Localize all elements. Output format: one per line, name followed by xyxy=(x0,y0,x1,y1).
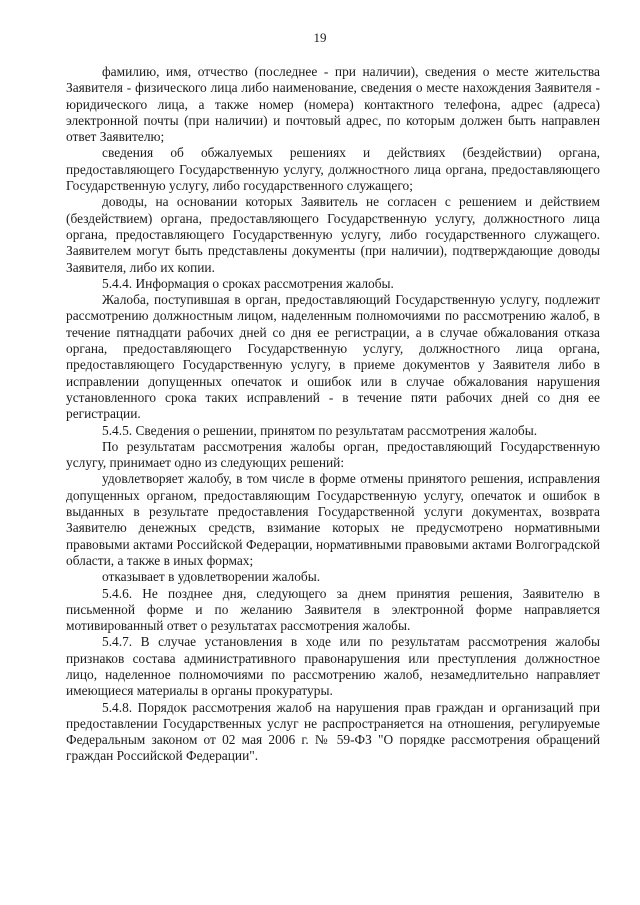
section-5-4-6: 5.4.6. Не позднее дня, следующего за днем принятия решения, Заявителю в письменной форме и по желанию Заявителя в электронной форме направляется мотивированный ответ о результатах рассмотрения жалобы. xyxy=(66,585,600,634)
section-5-4-8: 5.4.8. Порядок рассмотрения жалоб на нарушения прав граждан и организаций при предоставлении Государственных услуг не распространяется на отношения, регулируемые Федеральным законом от 02 мая 2006 г. № 59-ФЗ "О порядке рассмотрения обращений граждан Российской Федерации". xyxy=(66,699,600,764)
paragraph-reject-complaint: отказывает в удовлетворении жалобы. xyxy=(102,569,321,585)
paragraph-applicant-details: фамилию, имя, отчество (последнее - при наличии), сведения о месте жительства Заявителя - физического лица либо наименование, сведения о месте нахождения Заявителя - юридического лица, а также номер (номера) контактного телефона, адрес (адреса) электронной почты (при наличии) и почтовый адрес, по которым должен быть направлен ответ Заявителю; xyxy=(66,64,600,145)
page-number: 19 xyxy=(313,30,327,45)
paragraph-arguments: доводы, на основании которых Заявитель не согласен с решением и действием (бездействием) органа, предоставляющего Государственную услугу, должностного лица органа, предоставляющего Государственную услугу, либо государственного служащего. Заявителем могут быть представлены документы (при наличии), подтверждающие доводы Заявителя, либо их копии. xyxy=(66,194,600,275)
section-heading-5-4-5: 5.4.5. Сведения о решении, принятом по результатам рассмотрения жалобы. xyxy=(102,422,538,438)
section-heading-5-4-4: 5.4.4. Информация о сроках рассмотрения жалобы. xyxy=(102,275,394,291)
paragraph-satisfy-complaint: удовлетворяет жалобу, в том числе в форме отмены принятого решения, исправления допущенных органом, предоставляющим Государственную услугу, опечаток и ошибок в выданных в результате предоставления Государственной услуги документах, возврата Заявителю денежных средств, взимание которых не предусмотрено нормативными правовыми актами Российской Федерации, нормативными правовыми актами Волгоградской области, а также в иных формах; xyxy=(66,471,600,568)
document-body xyxy=(66,64,600,765)
section-5-4-7: 5.4.7. В случае установления в ходе или по результатам рассмотрения жалобы признаков состава административного правонарушения или преступления должностное лицо, наделенное полномочиями по рассмотрению жалоб, незамедлительно направляет имеющиеся материалы в органы прокуратуры. xyxy=(66,634,600,699)
paragraph-appealed-decisions: сведения об обжалуемых решениях и действиях (бездействии) органа, предоставляющего Государственную услугу, должностного лица органа, предоставляющего Государственную услугу, либо государственного служащего; xyxy=(66,145,600,194)
paragraph-review-deadlines: Жалоба, поступившая в орган, предоставляющий Государственную услугу, подлежит рассмотрению должностным лицом, наделенным полномочиями по рассмотрению жалоб, в течение пятнадцати рабочих дней со дня ее регистрации, а в случае обжалования отказа органа, предоставляющего Государственную услугу, должностного лица органа, предоставляющего Государственную услугу, в приеме документов у Заявителя либо в исправлении допущенных опечаток и ошибок или в случае обжалования нарушения установленного срока таких исправлений - в течение пяти рабочих дней со дня ее регистрации. xyxy=(66,292,600,422)
paragraph-decision-intro: По результатам рассмотрения жалобы орган, предоставляющий Государственную услугу, принимает одно из следующих решений: xyxy=(66,438,600,471)
